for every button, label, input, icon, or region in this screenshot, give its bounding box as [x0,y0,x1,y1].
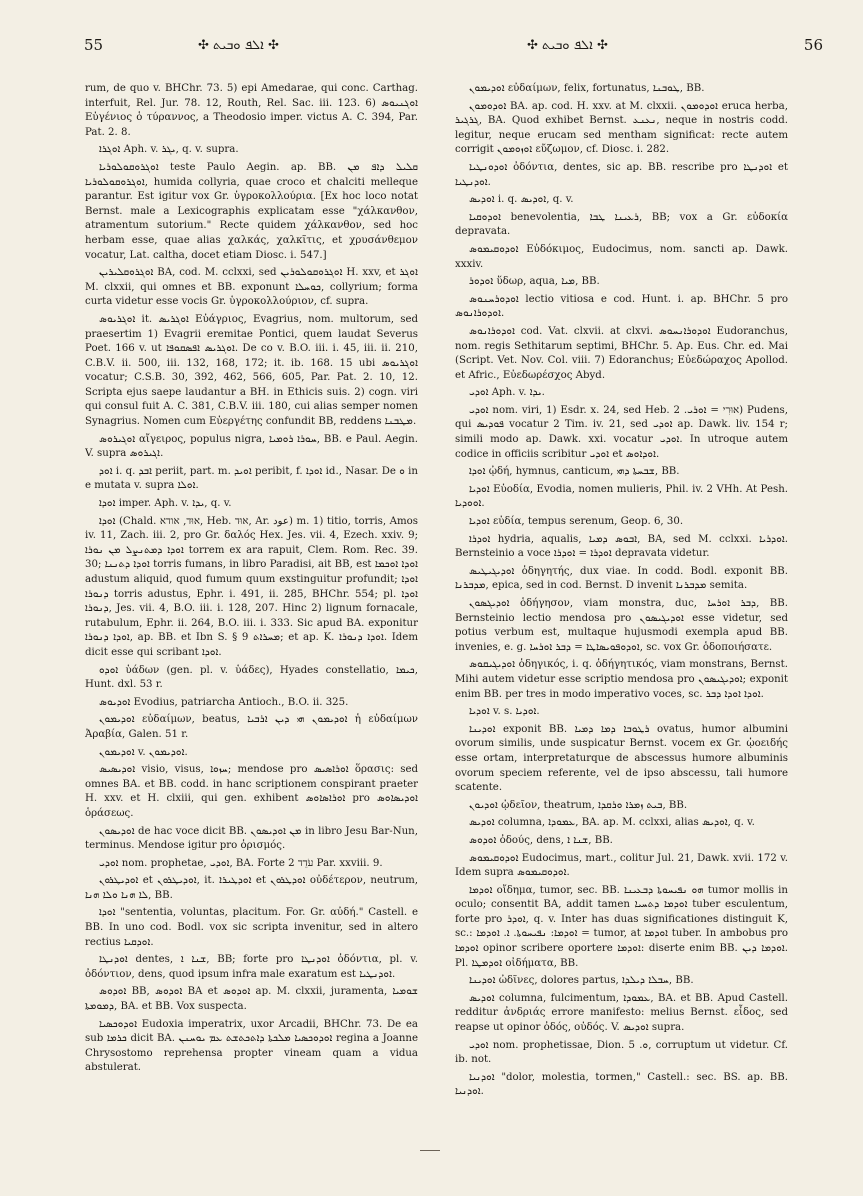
column-gutter [436,82,437,1147]
lexicon-entry: ܐܘܕܝ Aph. v. ܝܕܐ. [469,387,545,399]
lexicon-entry: ܐܘܕܝܡܘܢ v. ܐܘܕܝܡܘܢ. [99,746,188,758]
left-page-number: 55 [84,36,104,54]
lexicon-entry: ܐܘܕܘܩܝܡܘܣ Eudocimus, mart., colitur Jul. 21, Dawk. xvii. 172 v. Idem supra ܐܘܕܘܩܝܡܘܣ. [455,852,788,879]
lexicon-entry: ܐܘܕܝܢܐ ὠδῖνες, dolores partus, ܚܒܠܐ ܕܝܠܕܐ, BB. [469,975,694,987]
lexicon-entry: ܐܘܕܝܐ v. s. ܐܘܕܝܐ. [469,706,540,718]
lexicon-entry: ܐܘܕܝܓܝܛܝܣ ὁδηγητής, dux viae. In codd. Bodl. exponit BB. ܡܕܒܪܢܐ, epica, sed in cod. Bernst. D invenit ܡܕܒܪܢܐ semita. [455,565,788,592]
lexicon-entry: ܐܘܕܝ nom. prophetae, ܐܘܕܝ, BA. Forte עֹדֵד 2 Par. xxviii. 9. [99,857,383,869]
lexicon-entry: ܐܘܓܪܘܩܠܝܪܝܢ BA, cod. M. cclxxi, sed ܐܘܓܪܘܩܘܠܘܪܝܢ H. xxv, et ܐܘܓܪ M. clxxii, qui omnes et BB. exponunt ܟܘܚܠܐ, collyrium; forma curta videtur esse vocis Gr. ὑγροκολλούριον, cf. supra. [85,267,418,308]
lexicon-entry: ܐܘܕܝܣ columna, fulcimentum, ܥܡܘܕܐ, BA. et BB. Apud Castell. redditur ἀνδριάς errore manifesto: melius Bernst. εἶδος, sed reapse ut opinor ὀδός, οὐδός. V. ܐܘܕܝܣ supra. [455,992,788,1034]
lexicon-entry: ܐܘܕܘܡܘܢ BA. ap. cod. H. xxv. at M. clxxii. ܐܘܕܘܡܘܢ eruca herba, ܓܪܓܝܪ, BA. Quod exhibet Bernst. ܢܥܢܥ, neque in nostris codd. legitur, neque erucam sed mentham significat: recte autem corrigit ܐܘܙܘܡܘܢ εὔζωμον, cf. Diosc. i. 282. [455,100,788,156]
lexicon-entry: ܐܘܓܪܐ Aph. v. ܝܓܪ, q. v. supra. [99,144,239,156]
lexicon-entry: ܐܘܕܘܟܣܝܐ Eudoxia imperatrix, uxor Arcadii, BHChr. 73. De ea sub ܟܪܡܐ dicit BA. ܐܘܕܘܟܣܝܐ ܡܠܟܬܐ ܕܐܬܟܬܫܬ ܥܡ ܝܘܚܢܢ regina a Joanne Chrysostomo reprehensa propter vineam quam a vidua abstulerat. [85,1018,418,1074]
lexicon-entry: ܐܘܕܢܛܐ dentes, ܫܢܐ ܐ, BB; forte pro ܐܘܕܢܛܐ ὀδόντια, pl. v. ὀδόντιον, dens, quod ipsum infra male exaratum est ܐܘܕܢܛܝܐ. [85,954,418,980]
lexicon-entry: ܐܘܓܝܪܘܣ αἴγειρος, populus nigra, ܚܘܪܐ ܪܘܡܝܐ, BB. e Paul. Aegin. V. supra ܐܓܝܪܘܣ. [85,433,418,460]
lexicon-entry: ܐܘܕܡܐ οἴδημα, tumor, sec. BB. ܗܘ ܢܦܝܚܘܬܐ ܕܒܥܝܢܐ tumor mollis in oculo; consentit BA, addit tamen ܐܘܕܡܐ ܕܬܚܝܐ tuber esculentum, forte pro ܐܘܕܪ, q. v. Inter has duas significationes distinguit K, sc.: ܐܘܕܡܐ: ܢܦܝܚܘܬܐ. ܐ. ܐܘܕܡܐ = tumor, at ܐܘܕܡܐ tuber. In ambobus pro ܐܘܕܡܐ opinor scribere oportere ܐܘܕܡܐ: diserte enim BB. ܐܘܕܡܐ ܕܝܢ. Pl. ܐܘܕܡܛܐ οἰδήματα, BB. [455,884,788,969]
lexicon-entry: ܐܘܕܐ (Chald. אוּד, אודא, Heb. אוּד, Ar. عود) m. 1) titio, torris, Amos iv. 11, Zach. iii. 2, pro Gr. δαλός Hex. Jes. vii. 4, Ezech. xxiv. 9; ܐܘܕܐ ܕܡܬܢܨܠ ܡܢ ܢܘܪܐ torrem ex ara rapuit, Clem. Rom. Rec. 39. 30; ܐܘܕܐ ܕܬܢܢܐ torris fumans, in libro Paradisi, ait BB, est ܐܘܕܐ ܐܘܟܡܐ adustum aliquid, quod fumum quum exstinguitur profundit; ܐܘܕܐ ܕܢܘܪܐ torris adustus, Ephr. i. 491, ii. 285, BHChr. 554; pl. ܐܘܕܐ ܕܢܘܪܐ, Jes. vii. 4, B.O. iii. i. 128, 207. Hinc 2) lignum fornacale, rutabulum, Ephr. ii. 264, B.O. iii. i. 333. Sic apud BA. exponitur ܐܘܕܐ ܕܢܘܪܐ, ap. BB. et Ibn S. § 9 ܡܚܪܐܬ; et ap. K. ܐܘܕܐ ܕܢܘܪܐ. Idem dicit esse qui scribant ܐܘܕܐ. [85,515,418,658]
left-running-head: ✣ ܐܠܦ ܘܒܝܬ ✣ [198,38,279,53]
lexicon-entry: ܐܘܕܪܐ hydria, aqualis, ܐܒܘܣ ܕܡܝܐ, BA, sed M. cclxxi. ܐܘܕܪܝܐ. Bernsteinio a voce ܐܘܕܪܐ = ܐܘܕܪܐ depravata videtur. [455,533,788,560]
lexicon-entry: ܐܘܕܘܩܝܡܘܣ Εὐδόκιμος, Eudocimus, nom. sancti ap. Dawk. xxxiv. [455,243,788,270]
lexicon-entry: ܐܘܕܝܓܝܩܘܣ ὁδηγικός, i. q. ὁδήγητικός, viam monstrans, Bernst. Mihi autem videtur esse scriptio mendosa pro ܐܘܕܝܓܝܣܘܢ; exponit enim BB. per tres in modo imperativo voces, sc. ܐܘܕܐ ܐܘܕܐ ܕܒܪ. [455,659,788,700]
lexicon-entry: ܐܘܓܪܘܩܘܠܘܪܝܐ teste Paulo Aegin. ap. BB. ܩܠܝܠ ܕܐܦ ܡܢ ܐܘܓܪܘܩܘܠܘܪܝܐ, humida collyria, quae croco et chalciti melleque parantur. Est igitur vox Gr. ὑγροκολλούρια. [Ex hoc loco notat Bernst. male a Lexicographis explicatam esse "χάλκανθον, atramentum sutorium." Recte quidem χάλκανθον, sed hoc herbam esse, quae alias χαλκάς, χαλκῖτις, et χρυσάνθεμον vocatur, Lat. caltha, docet etiam Diosc. i. 547.] [85,161,418,261]
right-running-head: ✣ ܐܠܦ ܘܒܝܬ ✣ [527,38,608,53]
lexicon-entry: ܐܘܕܘܩܝܐ benevolentia, ܪܥܝܢܐ ܛܒܐ, BB; vox a Gr. εὐδοκία depravata. [455,211,788,238]
lexicon-entry: ܐܘܕܝܛܪܘܢ et ܐܘܕܝܛܪܘܢ, it. ܐܘܕܛܝܪܐ et ܐܘܕܛܪܘܢ οὐδέτερον, neutrum, ܠܐ ܗܢܐ ܘܠܐ ܗܢܐ, BB. [85,875,418,901]
lexicon-entry: ܐܘܕܝܐ εὐδία, tempus serenum, Geop. 6, 30. [469,516,684,528]
right-page-number: 56 [803,36,823,54]
lexicon-entry: ܐܘܕܝܣܝܣ visio, visus, ܚܙܘܐ; mendose pro ܐܘܪܐܣܝܣ ὅρασις: sed omnes BA. et BB. codd. in hanc scriptionem conspirant praeter H. xxv. et H. clxiii, qui gen. exhibent ܐܘܪܐܣܐܘܣ pro ܐܘܕܝܣܐܘܣ ὁράσεως. [85,764,418,819]
lexicon-entry: ܐܘܕܝܓܣܘܢ ὁδήγησον, viam monstra, duc, ܕܒܪ ܐܘܪܚܐ, BB. Bernsteinio lectio mendosa pro ܐܘܕܝܓܝܣܘܢ esse videtur, sed potius verbum est, multaque hujusmodi exempla apud BB. invenies, e. g. ܐܘܕܘܦܘܝܣܐܛܐ = ܕܒܪ ܐܘܪܚܐ, sc. vox Gr. ὁδοποιήσατε. [455,598,788,653]
lexicon-entry: ܐܘܓܪܝܘܣ it. ܐܘܓܪܝܣ Εὐάγριος, Evagrius, nom. multorum, sed praesertim 1) Evagrii eremitae Pontici, quem laudat Severus Poet. 166 v. ut ܐܘܓܪܝܣ ܐܦܣܩܘܦܐ. De co v. B.O. iii. i. 45, iii. ii. 210, C.B.V. ii. 500, iii. 132, 168, 172; it. ib. 168. 15 ubi ܐܘܓܪܝܘܣ vocatur; C.S.B. 30, 392, 462, 566, 605, Par. Pat. 2. 10, 12. Scripta ejus saepe laudantur a BH. in Ethicis suis. 2) cogn. viri qui consul fuit A. C. 381, C.B.V. iii. 180, cui alias semper nomen Synagrius. Nomen cum Εὐεργέτης confundit BB, reddens ܡܛܒܢܐ. [85,313,418,428]
lexicon-entry: ܐܘܕܘܣ BB, ܐܘܕܘܣ BA et ܐܘܕܘܣ ap. M. clxxii, juramenta, ܫܘܡܝܐ ܕܡܘܡܬܐ, BA. et BB. Vox suspecta. [85,986,418,1013]
lexicon-entry: ܐܘܕܐ imper. Aph. v. ܝܕܐ, q. v. [99,498,232,510]
lexicon-entry: ܐܘܕܝ nom. prophetissae, Dion. ܘ. 5, corruptum ut videtur. Cf. ib. not. [455,1039,788,1066]
left-column [85,82,418,1147]
lexicon-entry: ܐܘܕ i. q. ܐܒܕ periit, part. m. ܐܘܝܕ peribit, f. ܐܘܕܐ id., Nasar. De ܘ in e mutata v. supra ܐܘܠܐ. [85,465,418,492]
lexicon-entry: ܐܘܕܢܝܐ "dolor, molestia, tormen," Castell.: sec. BS. ap. BB. ܐܘܕܢܝܐ. [455,1071,788,1098]
lexicon-entry: ܐܘܕܘ ὑάδων (gen. pl. v. ὑάδες), Hyades constellatio, ܟܝܡܐ, Hunt. dxl. 53 r. [85,664,418,691]
lexicon-entry: ܐܘܕܘܣ ὀδούς, dens, ܫܢܐ ܐ, BB. [469,834,613,846]
lexicon-entry: ܐܘܕܘܪܚܢܘܣ lectio vitiosa e cod. Hunt. i. ap. BHChr. 5 pro ܐܘܕܘܪܐܢܘܣ. [455,293,788,320]
lexicon-entry: ܐܘܕܘܪ ὕδωρ, aqua, ܡܝܐ, BB. [469,276,600,288]
footer-rule [420,1150,440,1151]
lexicon-entry: ܐܘܕܝܢܐ exponit BB. ܪܛܘܒܐ ܕܡܐ ܕܡܝܐ ovatus, humor albumini ovorum similis, unde suspicatur Bernst. vocem ex Gr. ᾠοειδής esse ortam, interpretaturque de abscessus humore albuminis ovorum speciem referente, vel de ipso abscessu, tali humore scatente. [455,723,788,794]
lexicon-entry: ܐܘܕܝܐ Εὐοδία, Evodia, nomen mulieris, Phil. iv. 2 VHh. At Pesh. ܐܘܘܕܝܐ. [455,483,788,510]
lexicon-entry: ܐܘܕܝܣ columna, ܥܡܘܕܐ, BA. ap. M. cclxxi, alias ܐܘܕܝܣ, q. v. [469,817,755,829]
lexicon-entry: ܐܘܕܐ ᾠδή, hymnus, canticum, ܫܒܚܬܐ ܕܗܝ, BB. [469,466,680,478]
lexicon-entry: ܐܘܕܝܡܘܢ εὐδαίμων, felix, fortunatus, ܛܘܒܢܐ, BB. [469,83,705,94]
page-header [0,30,863,58]
lexicon-entry: ܐܘܕܝܣ i. q. ܐܘܕܝܣ, q. v. [469,194,574,206]
lexicon-entry: ܐܘܕܘܢܛܝܐ ὀδόντια, dentes, sic ap. BB. rescribe pro ܐܘܕܢܛܐ et ܐܘܕܢܛܝܐ. [455,161,788,188]
right-column [455,82,788,1147]
lexicon-entry: ܐܘܕܝܘܣ Evodius, patriarcha Antioch., B.O. ii. 325. [99,696,349,708]
lexicon-entry: rum, de quo v. BHChr. 73. 5) epi Amedarae, qui conc. Carthag. interfuit, Rel. Jur. 78. 12, Routh, Rel. Sac. iii. 123. 6) ܐܘܓܢܝܘܣ Εὐγένιος ὁ τύραννος, a Theodosio imper. victus A. C. 394, Par. Pat. 2. 8. [85,83,418,138]
lexicon-entry: ܐܘܕܝܡܘܢ εὐδαίμων, beatus, ܐܘܕܝܡܘܢ ܗܝ ܕܝܢ ܐܪܒܝܐ ἡ εὐδαίμων Ἀραβία, Galen. 51 r. [85,714,418,740]
lexicon-entry: ܐܘܕܘܪܐܢܘܣ cod. Vat. clxvii. at clxvi. ܐܘܕܘܪܐܢܚܘܣ Eudoranchus, nom. regis Sethitarum septimi, BHChr. 5. Ap. Eus. Chr. ed. Mai (Script. Vet. Nov. Col. viii. 7) Edoranchus; Εὐεδώραχος Apollod. et Afric., Εὐεδωρέσχος Abyd. [455,325,788,381]
lexicon-entry: ܐܘܕܝܣܘܢ de hac voce dicit BB. ܡܢ ܐܘܕܝܣܘܢ in libro Jesu Bar-Nun, terminus. Mendose igitur pro ὁρισμός. [85,825,418,852]
lexicon-entry: ܐܘܕܐ "sententia, voluntas, placitum. For. Gr. αὐδή." Castell. e BB. In uno cod. Bodl. vox sic scripta invenitur, sed in altero rectius ܐܘܕܩܝܐ. [85,907,418,948]
lexicon-entry: ܐܘܕܝ nom. viri, 1) Esdr. x. 24, sed Heb. אוּרִי = ܐܘܪܝ. 2) Pudens, qui ܦܘܕܝܣ vocatur 2 Tim. iv. 21, sed ܐܘܕܝ ap. Dawk. liv. 154 r; simili modo ap. Dawk. xxi. vocatur ܐܘܕܝ. In utroque autem codice in officiis scribitur ܐܘܕܝ et ܐܘܕܐܘܣ. [455,404,788,460]
lexicon-entry: ܐܘܕܝܘܢ ᾠδεῖον, theatrum, ܒܝܬ ܙܡܪܐ ܘܪܩܕܐ, BB. [469,799,688,811]
